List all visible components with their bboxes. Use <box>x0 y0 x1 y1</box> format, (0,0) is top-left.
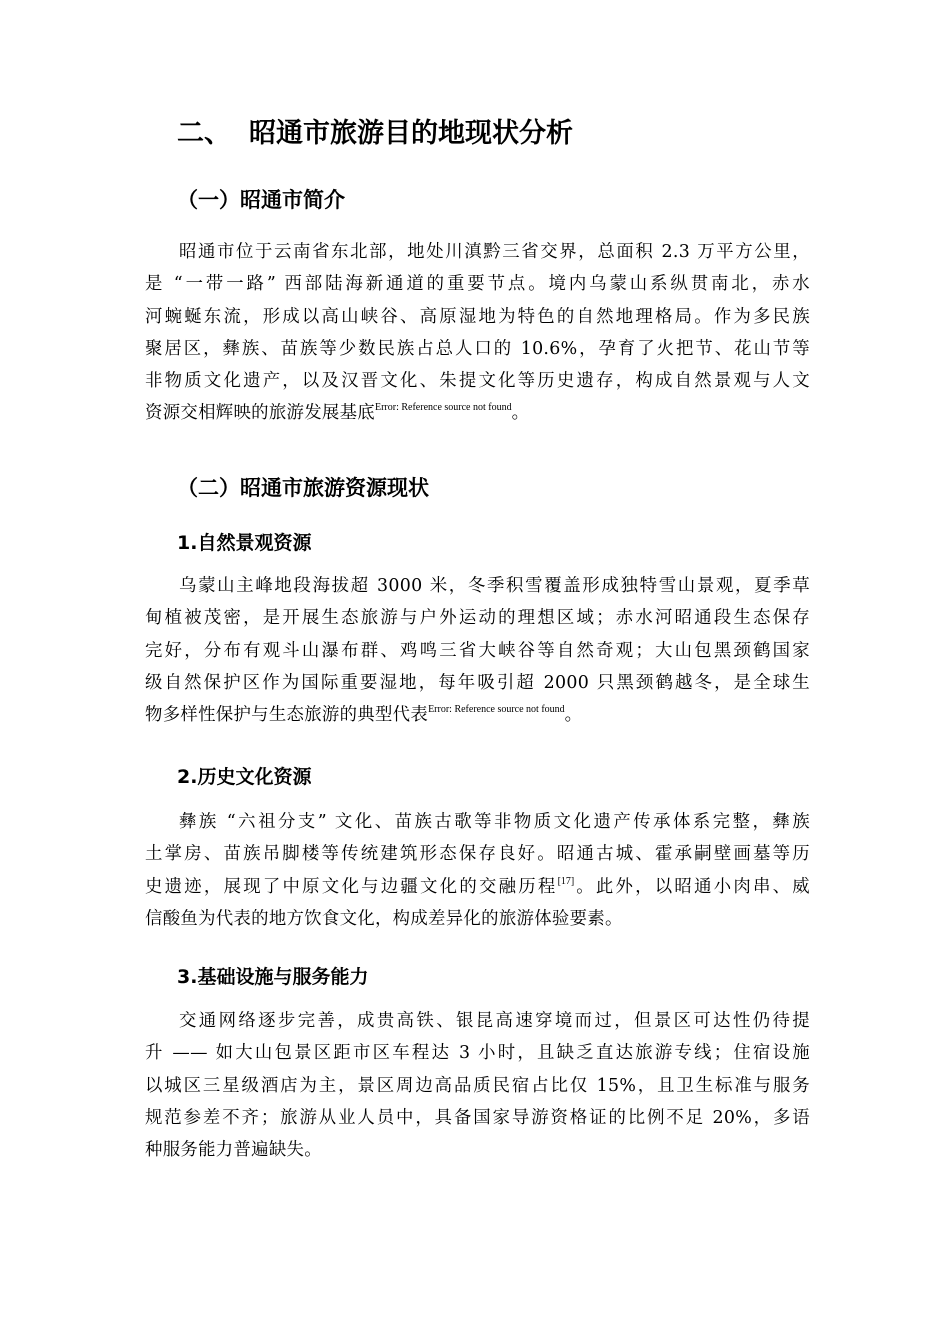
text-line: 土掌房、苗族吊脚楼等传统建筑形态保存良好。昭通古城、霍承嗣壁画墓等历 <box>145 844 810 865</box>
text-line: 河蜿蜒东流，形成以高山峡谷、高原湿地为特色的自然地理格局。作为多民族 <box>145 306 810 327</box>
section-number: 二、 <box>177 118 231 149</box>
subsection-heading-intro: （一）昭通市简介 <box>177 188 345 212</box>
section-title: 昭通市旅游目的地现状分析 <box>249 118 573 149</box>
text-line: 是 “一带一路” 西部陆海新通道的重要节点。境内乌蒙山系纵贯南北，赤水 <box>145 274 810 295</box>
text-line: 资源交相辉映的旅游发展基底 <box>145 403 375 424</box>
text-line-with-ref <box>145 397 810 429</box>
text-line: 彝族 “六祖分支” 文化、苗族古歌等非物质文化遗产传承体系完整，彝族 <box>179 812 810 832</box>
text-line: 聚居区，彝族、苗族等少数民族占总人口的 10.6%，孕育了火把节、花山节等 <box>145 338 810 359</box>
text-line: 史遗迹，展现了中原文化与边疆文化的交融历程 <box>145 876 558 897</box>
text-line: 完好，分布有观斗山瀑布群、鸡鸣三省大峡谷等自然奇观；大山包黑颈鹤国家 <box>145 640 810 661</box>
section-heading <box>177 114 573 154</box>
paragraph-intro <box>145 236 810 430</box>
item-heading-infrastructure: 3.基础设施与服务能力 <box>177 966 369 988</box>
text-line-tail: 。此外，以昭通小肉串、威 <box>574 876 810 897</box>
subsection-heading-resources: （二）昭通市旅游资源现状 <box>177 476 429 500</box>
text-line: 种服务能力普遍缺失。 <box>145 1140 322 1161</box>
paragraph-infrastructure <box>145 1005 810 1166</box>
text-line: 乌蒙山主峰地段海拔超 3000 米，冬季积雪覆盖形成独特雪山景观，夏季草 <box>179 576 810 596</box>
text-line: 升 —— 如大山包景区距市区车程达 3 小时，且缺乏直达旅游专线；住宿设施 <box>145 1043 810 1064</box>
text-line: 昭通市位于云南省东北部，地处川滇黔三省交界，总面积 2.3 万平方公里， <box>179 242 810 262</box>
reference-error: Error: Reference source not found <box>428 704 565 716</box>
text-line: 信酸鱼为代表的地方饮食文化，构成差异化的旅游体验要素。 <box>145 908 623 929</box>
text-tail: 。 <box>511 403 530 424</box>
reference-citation: [17] <box>557 875 575 887</box>
item-heading-history: 2.历史文化资源 <box>177 766 312 788</box>
text-line: 非物质文化遗产，以及汉晋文化、朱提文化等历史遗存，构成自然景观与人文 <box>145 371 810 392</box>
paragraph-natural <box>145 570 810 731</box>
text-line: 交通网络逐步完善，成贵高铁、银昆高速穿境而过，但景区可达性仍待提 <box>179 1011 810 1031</box>
text-line-with-ref <box>145 871 810 903</box>
text-line-with-ref <box>145 699 810 731</box>
item-heading-natural: 1.自然景观资源 <box>177 532 312 554</box>
text-line: 以城区三星级酒店为主，景区周边高品质民宿占比仅 15%，且卫生标准与服务 <box>145 1075 810 1096</box>
paragraph-history <box>145 806 810 935</box>
reference-error: Error: Reference source not found <box>374 402 512 414</box>
text-line: 物多样性保护与生态旅游的典型代表 <box>145 705 429 726</box>
text-line: 甸植被茂密，是开展生态旅游与户外运动的理想区域；赤水河昭通段生态保存 <box>145 608 810 629</box>
text-tail: 。 <box>564 705 583 726</box>
text-line: 级自然保护区作为国际重要湿地，每年吸引超 2000 只黑颈鹤越冬，是全球生 <box>145 672 810 693</box>
text-line: 规范参差不齐；旅游从业人员中，具备国家导游资格证的比例不足 20%，多语 <box>145 1107 810 1128</box>
